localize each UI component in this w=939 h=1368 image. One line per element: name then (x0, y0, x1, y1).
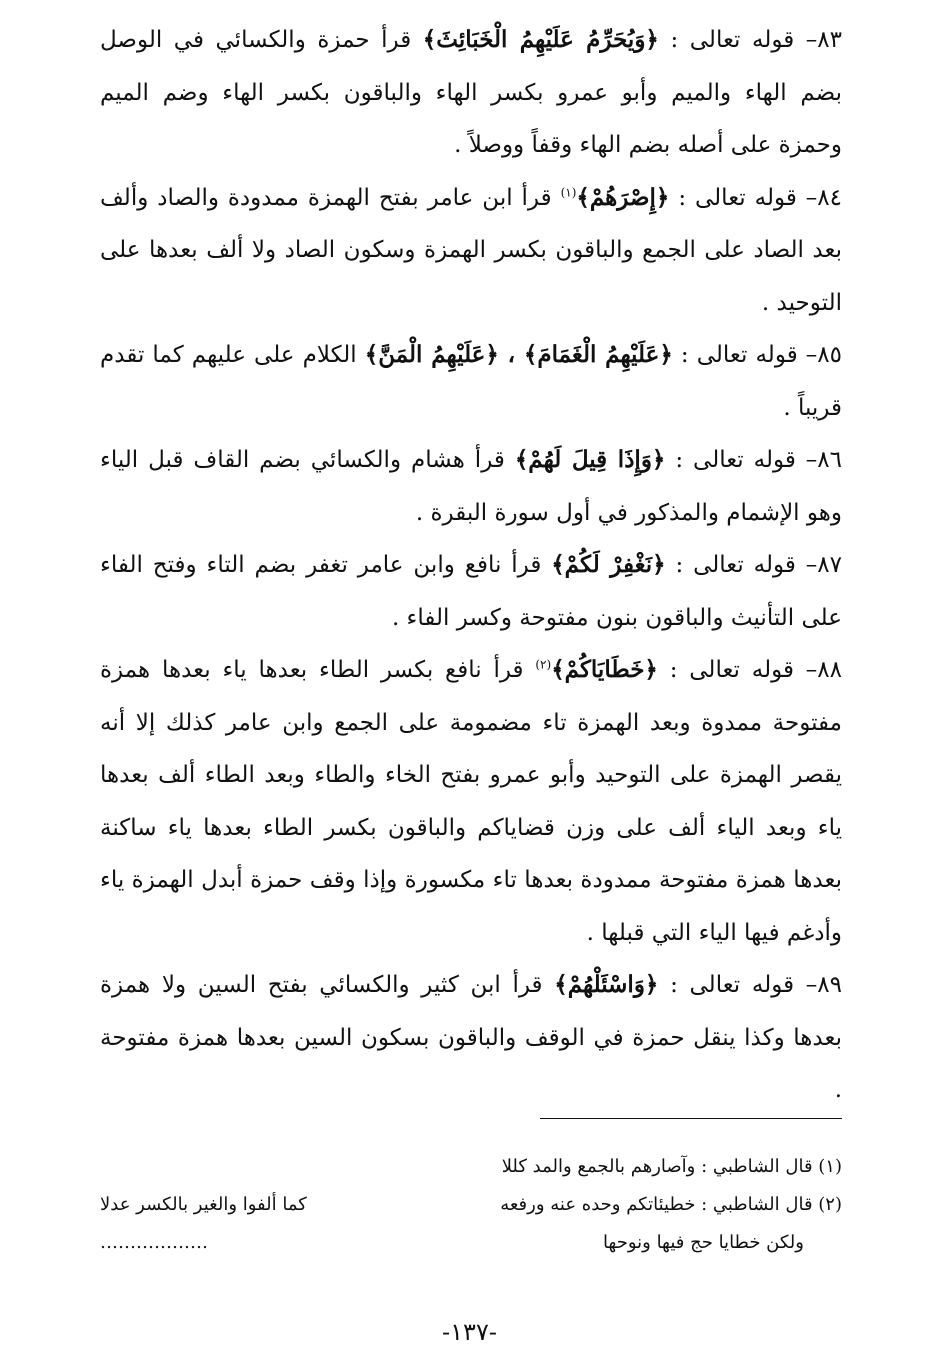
entry-number: ٨٨ (817, 657, 842, 683)
quran-quote: ﴿وَيُحَرِّمُ عَلَيْهِمُ الْخَبَائِثَ﴾ (422, 26, 659, 53)
entry-number: ٨٤ (817, 184, 842, 211)
footnote-divider (540, 1118, 842, 1119)
main-text (100, 14, 842, 1117)
footnote-2 (100, 1186, 842, 1224)
entry-text: قرأ هشام والكسائي بضم القاف قبل الياء وهو الإشمام والمذكور في أول سورة البقرة . (100, 447, 842, 526)
entry-89 (100, 959, 842, 1117)
entry-intro: – قوله تعالى : (669, 184, 818, 211)
footnote-1 (100, 1148, 842, 1186)
footnote-2-hemistich-1: (٢) قال الشاطبي : خطيئاتكم وحده عنه ورفعه (500, 1194, 842, 1215)
entry-number: ٨٦ (817, 447, 842, 473)
entry-intro: – قوله تعالى : (658, 972, 818, 998)
quran-quote: ﴿وَاسْئَلْهُمْ﴾ (554, 971, 659, 998)
entry-intro: – قوله تعالى : (657, 657, 818, 683)
entry-text: قرأ ابن كثير والكسائي بفتح السين ولا همزة بعدها وكذا ينقل حمزة في الوقف والباقون بسكون السين بعدها همزة مفتوحة . (100, 972, 842, 1103)
entry-intro: – قوله تعالى : (658, 27, 818, 53)
footnote-ref: (١) (560, 184, 577, 199)
footnote-2-hemistich-2: كما ألفوا والغير بالكسر عدلا (100, 1194, 307, 1215)
entry-intro: – قوله تعالى : (665, 552, 818, 578)
quran-quote: ﴿إِصْرَهُمْ﴾ (576, 183, 670, 211)
quran-quote: ﴿عَلَيْهِمُ الْغَمَامَ﴾ ، ﴿عَلَيْهِمُ الْمَنَّ﴾ (364, 341, 673, 368)
footnote-2-continuation (100, 1224, 842, 1262)
entry-intro: – قوله تعالى : (665, 447, 818, 473)
entry-intro: – قوله تعالى : (672, 342, 818, 368)
footnote-1-text: (١) قال الشاطبي : وآصارهم بالجمع والمد كللا (501, 1156, 842, 1177)
entry-text: الكلام على عليهم كما تقدم قريباً . (100, 342, 842, 421)
entry-88 (100, 644, 842, 959)
entry-86 (100, 434, 842, 539)
quran-quote: ﴿وَإِذَا قِيلَ لَهُمْ﴾ (514, 446, 666, 473)
entry-text: قرأ حمزة والكسائي في الوصل بضم الهاء والميم وأبو عمرو بكسر الهاء والباقون بكسر الهاء وضم الميم وحمزة على أصله بضم الهاء وقفاً ووصلاً . (100, 27, 842, 158)
entry-text: قرأ نافع وابن عامر تغفر بضم التاء وفتح الفاء على التأنيث والباقون بنون مفتوحة وكسر الفاء . (100, 552, 842, 631)
page-number: -١٣٧- (442, 1318, 497, 1346)
entry-text: قرأ ابن عامر بفتح الهمزة ممدودة والصاد وألف بعد الصاد على الجمع والباقون بكسر الهمزة وسكون الصاد ولا ألف بعدها على التوحيد . (100, 184, 842, 316)
quran-quote: ﴿نَغْفِرْ لَكُمْ﴾ (551, 551, 666, 578)
footnote-2-ellipsis: ……………… (100, 1232, 208, 1253)
entry-85 (100, 329, 842, 434)
entry-87 (100, 539, 842, 644)
footnotes (100, 1148, 842, 1262)
entry-number: ٨٥ (817, 342, 842, 368)
entry-number: ٨٣ (817, 27, 842, 53)
entry-number: ٨٧ (817, 552, 842, 578)
entry-number: ٨٩ (817, 972, 842, 998)
entry-84 (100, 172, 842, 330)
footnote-ref: (٢) (535, 657, 552, 672)
footnote-2-hemistich-3: ولكن خطايا حج فيها ونوحها (602, 1232, 804, 1253)
entry-text: قرأ نافع بكسر الطاء بعدها ياء بعدها همزة مفتوحة ممدوة وبعد الهمزة تاء مضمومة على الجمع وابن عامر كذلك إلا أنه يقصر الهمزة على التوحيد وأبو عمرو بفتح الخاء والطاء وبعد الطاء ألف بعدها ياء وبعد الياء ألف على وزن قضاياكم والباقون بكسر الطاء بعدها ياء ساكنة بعدها همزة مفتوحة ممدودة بعدها تاء مكسورة وإذا وقف حمزة أبدل الهمزة ياء وأدغم فيها الياء التي قبلها . (100, 657, 842, 946)
entry-83 (100, 14, 842, 172)
quran-quote: ﴿خَطَايَاكُمْ﴾ (551, 656, 658, 683)
